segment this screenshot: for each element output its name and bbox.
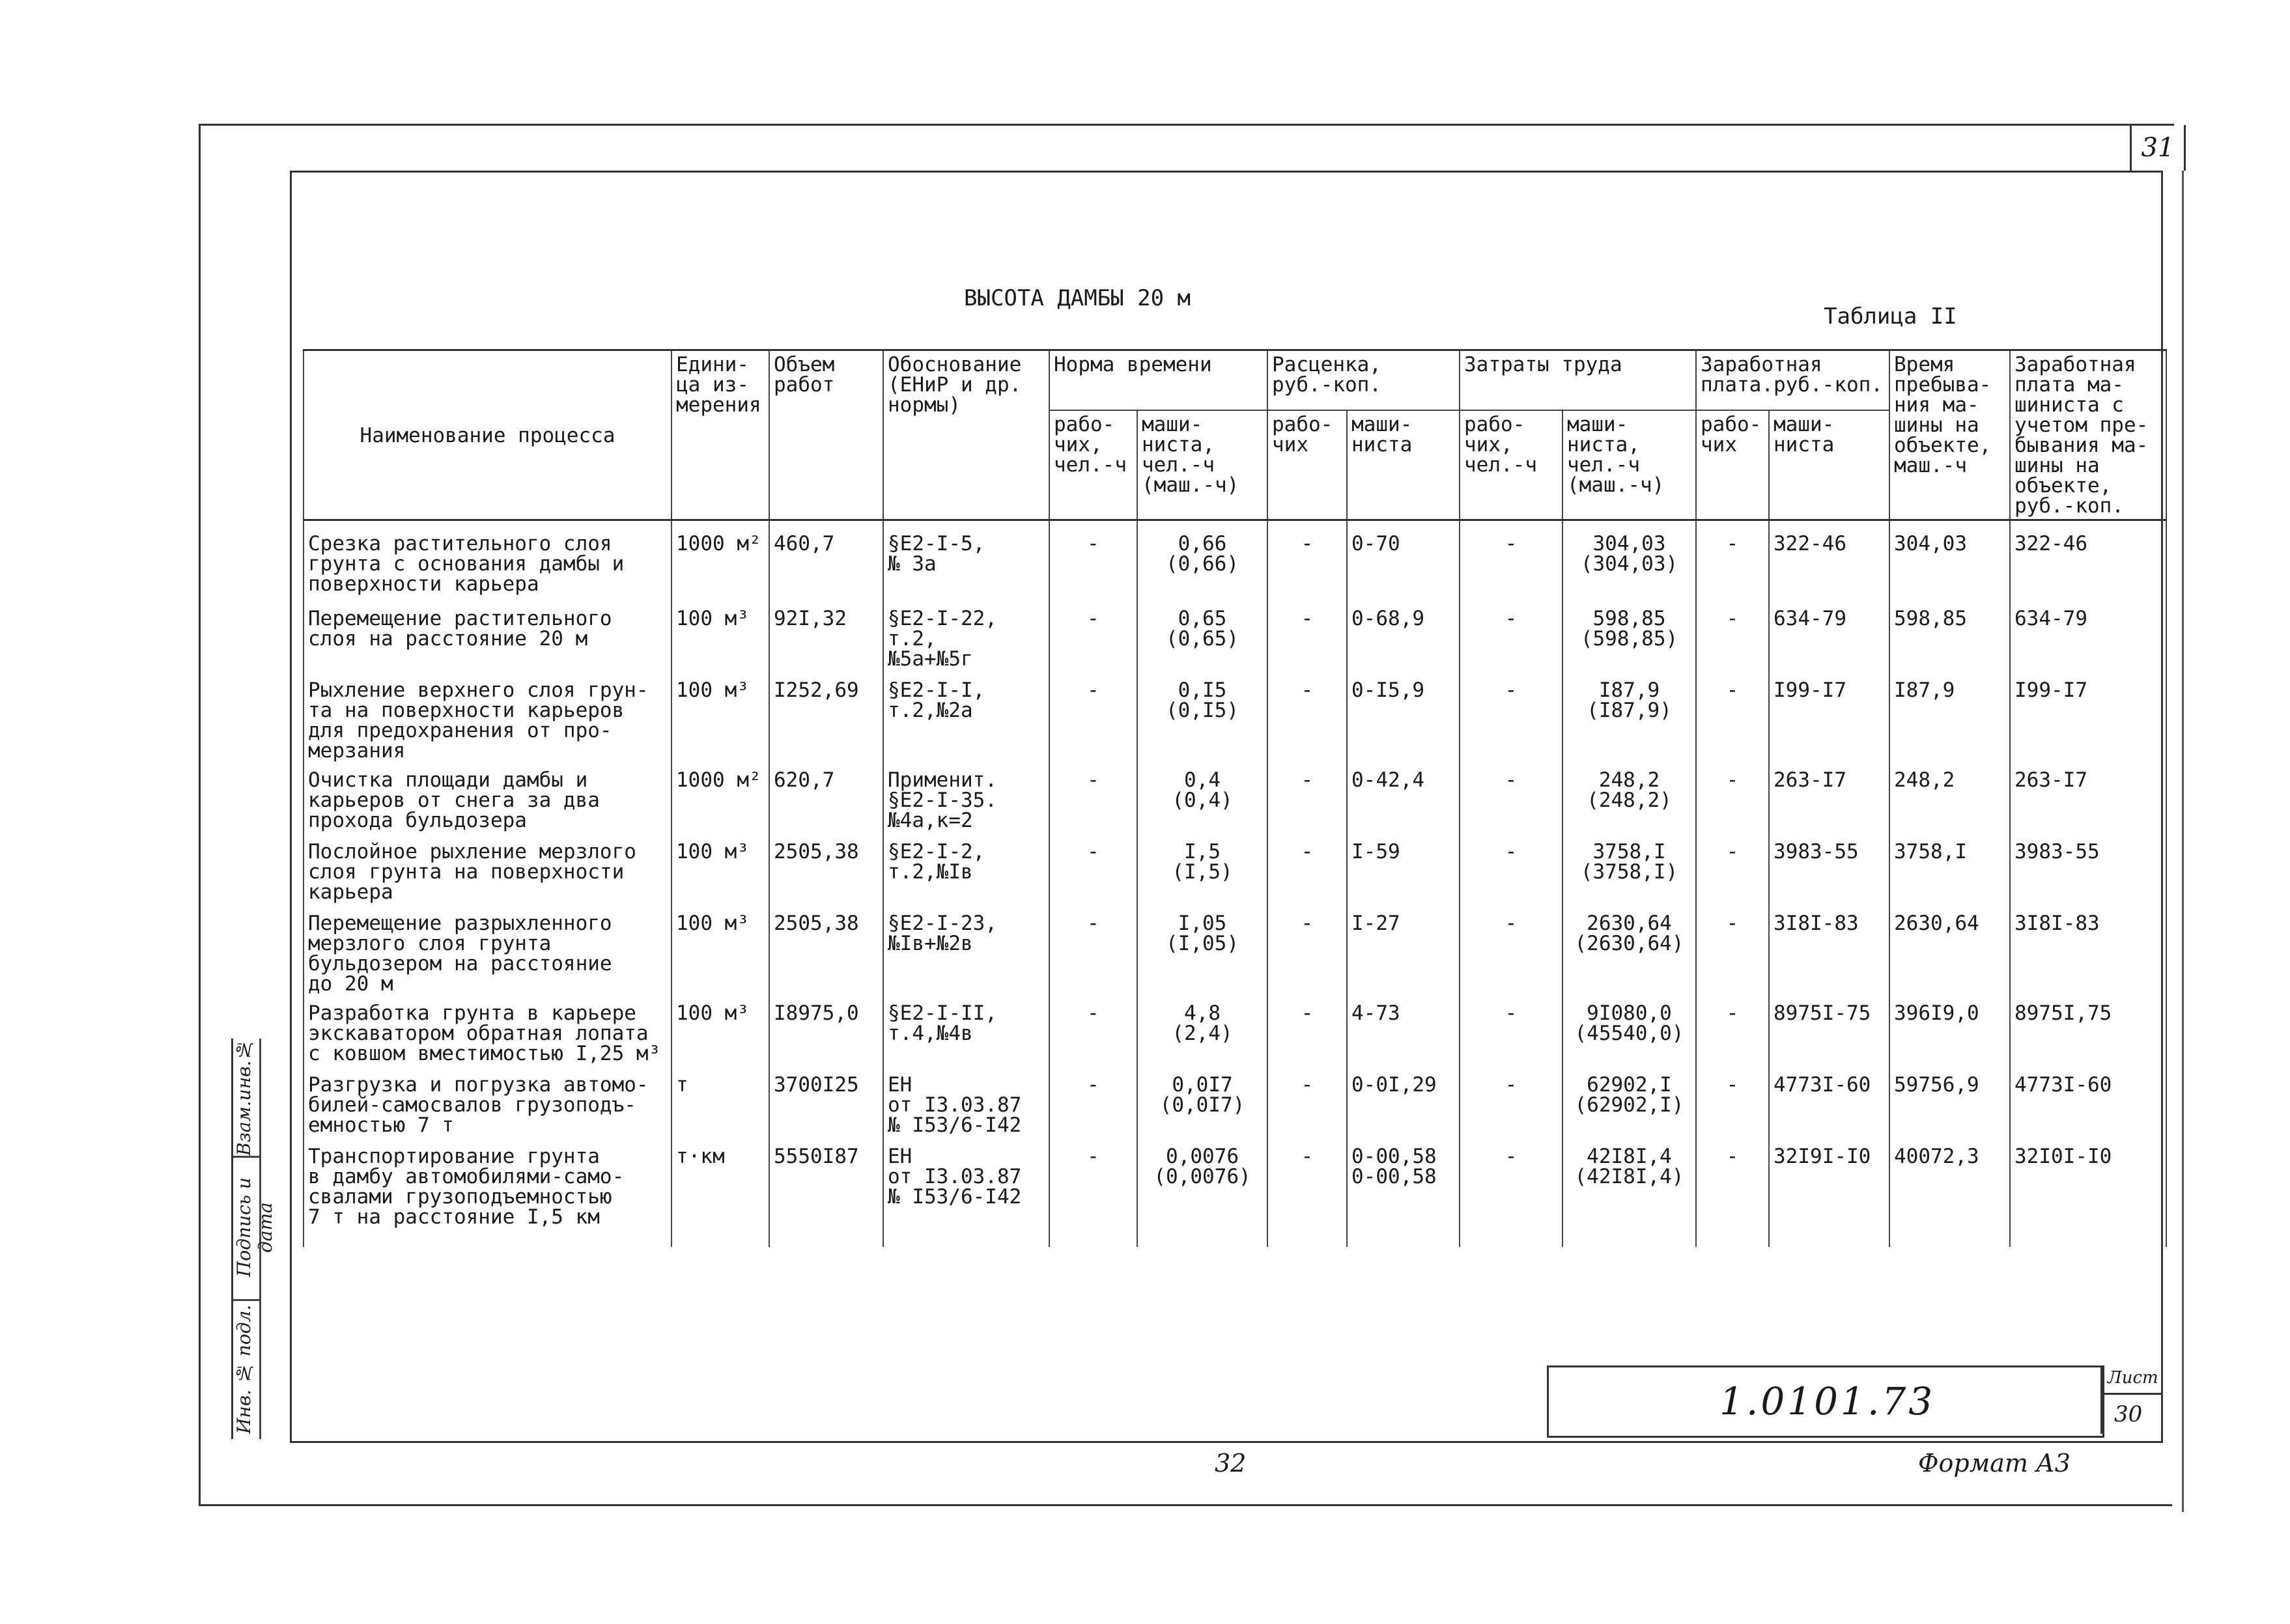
table-row <box>304 677 2166 766</box>
header-wage-machinist: маши- ниста <box>1769 410 1889 520</box>
cell-wage-total: 32I0I-I0 <box>2010 1143 2166 1247</box>
cell-basis: ЕН от I3.03.87 № I53/6-I42 <box>883 1143 1049 1247</box>
sheet-label: Лист <box>2108 1368 2158 1388</box>
table-row <box>304 1143 2166 1247</box>
header-rate-machinist: маши- ниста <box>1347 410 1460 520</box>
cell-volume: 460,7 <box>769 520 883 606</box>
cell-name: Перемещение разрыхленного мерзлого слоя грунта бульдозером на расстояние до 20 м <box>304 910 671 1000</box>
cell-volume: I8975,0 <box>769 1000 883 1071</box>
bottom-rule <box>199 1504 2172 1506</box>
cell-labor-machinist: 62902,I (62902,I) <box>1562 1071 1696 1143</box>
cell-unit: 1000 м² <box>671 766 769 838</box>
cell-wage-machinist: 322-46 <box>1769 520 1889 606</box>
strip-line <box>233 1156 259 1158</box>
cell-name: Разработка грунта в карьере экскаватором обратная лопата с ковшом вместимостью I,25 м³ <box>304 1000 671 1071</box>
cell-labor-machinist: 598,85 (598,85) <box>1562 605 1696 677</box>
cell-wage-machinist: 32I9I-I0 <box>1769 1143 1889 1247</box>
strip-replace-label: Взам.инв.№ <box>233 1039 255 1156</box>
document-title: ВЫСОТА ДАМБЫ 20 м <box>964 285 1191 311</box>
cell-rate-machinist: 0-00,58 0-00,58 <box>1347 1143 1460 1247</box>
header-rate: Расценка, руб.-коп. <box>1267 350 1460 410</box>
cell-labor-machinist: 9I080,0 (45540,0) <box>1562 1000 1696 1071</box>
cell-rate-workers: - <box>1267 1000 1347 1071</box>
header-norm-machinist: маши- ниста, чел.-ч (маш.-ч) <box>1137 410 1267 520</box>
header-basis: Обоснование (ЕНиР и др. нормы) <box>883 350 1049 520</box>
cell-rate-machinist: 0-42,4 <box>1347 766 1460 838</box>
table-row <box>304 520 2166 606</box>
cell-rate-workers: - <box>1267 1143 1347 1247</box>
header-wage-total: Заработная плата ма- шиниста с учетом пре- бывания ма- шины на объекте, руб.-коп. <box>2010 350 2166 520</box>
cell-wage-workers: - <box>1696 838 1769 910</box>
sheet-value: 30 <box>2114 1401 2143 1427</box>
header-volume: Объем работ <box>769 350 883 520</box>
cell-wage-total: 3I8I-83 <box>2010 910 2166 1000</box>
cell-name: Перемещение растительного слоя на расстояние 20 м <box>304 605 671 677</box>
cell-rate-workers: - <box>1267 677 1347 766</box>
cell-volume: 2505,38 <box>769 910 883 1000</box>
cell-labor-machinist: 248,2 (248,2) <box>1562 766 1696 838</box>
header-labor: Затраты труда <box>1460 350 1696 410</box>
cell-wage-workers: - <box>1696 1071 1769 1143</box>
cell-labor-machinist: I87,9 (I87,9) <box>1562 677 1696 766</box>
cell-name: Транспортирование грунта в дамбу автомобилями-само- свалами грузоподъемностью 7 т на расстояние I,5 км <box>304 1143 671 1247</box>
cell-norm-machinist: 0,66 (0,66) <box>1137 520 1267 606</box>
cell-basis: §Е2-I-23, №Iв+№2в <box>883 910 1049 1000</box>
cell-basis: §Е2-I-5, № 3а <box>883 520 1049 606</box>
sheet-divider <box>2102 1393 2161 1395</box>
header-unit: Едини- ца из- мерения <box>671 350 769 520</box>
cell-wage-workers: - <box>1696 910 1769 1000</box>
cell-labor-workers: - <box>1460 766 1562 838</box>
cell-unit: 1000 м² <box>671 520 769 606</box>
cell-wage-machinist: 263-I7 <box>1769 766 1889 838</box>
cell-labor-machinist: 2630,64 (2630,64) <box>1562 910 1696 1000</box>
cell-norm-workers: - <box>1049 605 1137 677</box>
header-rate-workers: рабо- чих <box>1267 410 1347 520</box>
cell-volume: I252,69 <box>769 677 883 766</box>
cell-norm-machinist: I,05 (I,05) <box>1137 910 1267 1000</box>
cell-machine-time: 59756,9 <box>1889 1071 2010 1143</box>
cell-machine-time: I87,9 <box>1889 677 2010 766</box>
cell-norm-workers: - <box>1049 677 1137 766</box>
cell-rate-machinist: I-59 <box>1347 838 1460 910</box>
cell-rate-workers: - <box>1267 520 1347 606</box>
cell-unit: 100 м³ <box>671 910 769 1000</box>
cell-labor-machinist: 42I8I,4 (42I8I,4) <box>1562 1143 1696 1247</box>
table-label: Таблица II <box>1824 303 1957 329</box>
cell-wage-machinist: 3I8I-83 <box>1769 910 1889 1000</box>
cell-norm-workers: - <box>1049 910 1137 1000</box>
cell-volume: 2505,38 <box>769 838 883 910</box>
cell-wage-machinist: 3983-55 <box>1769 838 1889 910</box>
cell-wage-machinist: 8975I-75 <box>1769 1000 1889 1071</box>
cell-wage-workers: - <box>1696 766 1769 838</box>
cell-wage-total: 322-46 <box>2010 520 2166 606</box>
cell-basis: §Е2-I-2, т.2,№Iв <box>883 838 1049 910</box>
cell-norm-machinist: 0,I5 (0,I5) <box>1137 677 1267 766</box>
cell-wage-machinist: 4773I-60 <box>1769 1071 1889 1143</box>
cell-rate-machinist: 4-73 <box>1347 1000 1460 1071</box>
cell-name: Срезка растительного слоя грунта с основания дамбы и поверхности карьера <box>304 520 671 606</box>
document-code: 1.0101.73 <box>1719 1379 1936 1423</box>
strip-inv-label: Инв. № подл. <box>233 1304 255 1434</box>
cell-unit: 100 м³ <box>671 838 769 910</box>
cell-wage-workers: - <box>1696 1143 1769 1247</box>
cell-labor-machinist: 304,03 (304,03) <box>1562 520 1696 606</box>
cell-norm-machinist: 4,8 (2,4) <box>1137 1000 1267 1071</box>
cell-unit: 100 м³ <box>671 1000 769 1071</box>
cell-wage-total: 4773I-60 <box>2010 1071 2166 1143</box>
cell-wage-total: 8975I,75 <box>2010 1000 2166 1071</box>
cell-volume: 92I,32 <box>769 605 883 677</box>
cell-machine-time: 598,85 <box>1889 605 2010 677</box>
cell-labor-workers: - <box>1460 605 1562 677</box>
cell-norm-workers: - <box>1049 766 1137 838</box>
cell-wage-machinist: 634-79 <box>1769 605 1889 677</box>
cell-labor-workers: - <box>1460 1071 1562 1143</box>
cell-unit: т·км <box>671 1143 769 1247</box>
cell-rate-workers: - <box>1267 766 1347 838</box>
cell-norm-workers: - <box>1049 838 1137 910</box>
frame-right-edge <box>2182 171 2184 1512</box>
cell-labor-workers: - <box>1460 910 1562 1000</box>
cell-name: Очистка площади дамбы и карьеров от снега за два прохода бульдозера <box>304 766 671 838</box>
cell-machine-time: 40072,3 <box>1889 1143 2010 1247</box>
table-row <box>304 1000 2166 1071</box>
cell-volume: 3700I25 <box>769 1071 883 1143</box>
cell-wage-machinist: I99-I7 <box>1769 677 1889 766</box>
table-body <box>304 520 2166 1248</box>
footer-page-number: 32 <box>1215 1449 1247 1477</box>
header-name: Наименование процесса <box>304 350 671 520</box>
sheet-number: 31 <box>2130 125 2186 171</box>
header-labor-machinist: маши- ниста, чел.-ч (маш.-ч) <box>1562 410 1696 520</box>
header-wage-workers: рабо- чих <box>1696 410 1769 520</box>
cell-wage-total: 634-79 <box>2010 605 2166 677</box>
header-norm-workers: рабо- чих, чел.-ч <box>1049 410 1137 520</box>
cell-labor-workers: - <box>1460 838 1562 910</box>
cell-wage-total: I99-I7 <box>2010 677 2166 766</box>
cell-norm-workers: - <box>1049 1143 1137 1247</box>
table-row <box>304 1071 2166 1143</box>
header-labor-workers: рабо- чих, чел.-ч <box>1460 410 1562 520</box>
cell-rate-workers: - <box>1267 605 1347 677</box>
table-row <box>304 838 2166 910</box>
cell-norm-workers: - <box>1049 1000 1137 1071</box>
cell-labor-workers: - <box>1460 1143 1562 1247</box>
cell-volume: 620,7 <box>769 766 883 838</box>
sheet-cell <box>2100 1365 2161 1434</box>
cell-norm-machinist: 0,0076 (0,0076) <box>1137 1143 1267 1247</box>
cell-wage-workers: - <box>1696 1000 1769 1071</box>
cell-rate-machinist: I-27 <box>1347 910 1460 1000</box>
cell-name: Рыхление верхнего слоя грун- та на поверхности карьеров для предохранения от про- мерзания <box>304 677 671 766</box>
cell-norm-machinist: 0,4 (0,4) <box>1137 766 1267 838</box>
table-row <box>304 766 2166 838</box>
cell-rate-workers: - <box>1267 1071 1347 1143</box>
cell-name: Разгрузка и погрузка автомо- билей-самосвалов грузоподъ- емностью 7 т <box>304 1071 671 1143</box>
cell-machine-time: 304,03 <box>1889 520 2010 606</box>
cell-basis: Применит. §Е2-I-35. №4а,к=2 <box>883 766 1049 838</box>
cell-labor-workers: - <box>1460 1000 1562 1071</box>
cell-rate-machinist: 0-70 <box>1347 520 1460 606</box>
cell-rate-workers: - <box>1267 910 1347 1000</box>
header-machine-time: Время пребыва- ния ма- шины на объекте, маш.-ч <box>1889 350 2010 520</box>
cell-machine-time: 3758,I <box>1889 838 2010 910</box>
cell-machine-time: 2630,64 <box>1889 910 2010 1000</box>
table-row <box>304 910 2166 1000</box>
cell-norm-workers: - <box>1049 520 1137 606</box>
table-row <box>304 605 2166 677</box>
cell-volume: 5550I87 <box>769 1143 883 1247</box>
cell-norm-machinist: 0,65 (0,65) <box>1137 605 1267 677</box>
cell-unit: 100 м³ <box>671 605 769 677</box>
cell-labor-machinist: 3758,I (3758,I) <box>1562 838 1696 910</box>
cell-norm-machinist: I,5 (I,5) <box>1137 838 1267 910</box>
cell-rate-machinist: 0-I5,9 <box>1347 677 1460 766</box>
cell-wage-workers: - <box>1696 605 1769 677</box>
strip-line <box>233 1299 259 1301</box>
footer-format: Формат А3 <box>1918 1449 2071 1477</box>
works-table <box>303 349 2167 1247</box>
cell-rate-machinist: 0-0I,29 <box>1347 1071 1460 1143</box>
cell-wage-total: 3983-55 <box>2010 838 2166 910</box>
cell-name: Послойное рыхление мерзлого слоя грунта на поверхности карьера <box>304 838 671 910</box>
cell-basis: ЕН от I3.03.87 № I53/6-I42 <box>883 1071 1049 1143</box>
cell-norm-workers: - <box>1049 1071 1137 1143</box>
cell-machine-time: 248,2 <box>1889 766 2010 838</box>
cell-basis: §Е2-I-II, т.4,№4в <box>883 1000 1049 1071</box>
cell-rate-machinist: 0-68,9 <box>1347 605 1460 677</box>
cell-labor-workers: - <box>1460 520 1562 606</box>
cell-basis: §Е2-I-22, т.2, №5а+№5г <box>883 605 1049 677</box>
cell-machine-time: 396I9,0 <box>1889 1000 2010 1071</box>
header-wage: Заработная плата.руб.-коп. <box>1696 350 1889 410</box>
header-norm-time: Норма времени <box>1049 350 1267 410</box>
cell-rate-workers: - <box>1267 838 1347 910</box>
left-approval-strip <box>231 1039 292 1439</box>
cell-wage-total: 263-I7 <box>2010 766 2166 838</box>
cell-unit: 100 м³ <box>671 677 769 766</box>
cell-basis: §Е2-I-I, т.2,№2а <box>883 677 1049 766</box>
cell-labor-workers: - <box>1460 677 1562 766</box>
cell-unit: т <box>671 1071 769 1143</box>
cell-norm-machinist: 0,0I7 (0,0I7) <box>1137 1071 1267 1143</box>
cell-wage-workers: - <box>1696 677 1769 766</box>
strip-signature-label: Подпись и дата <box>233 1177 276 1278</box>
cell-wage-workers: - <box>1696 520 1769 606</box>
